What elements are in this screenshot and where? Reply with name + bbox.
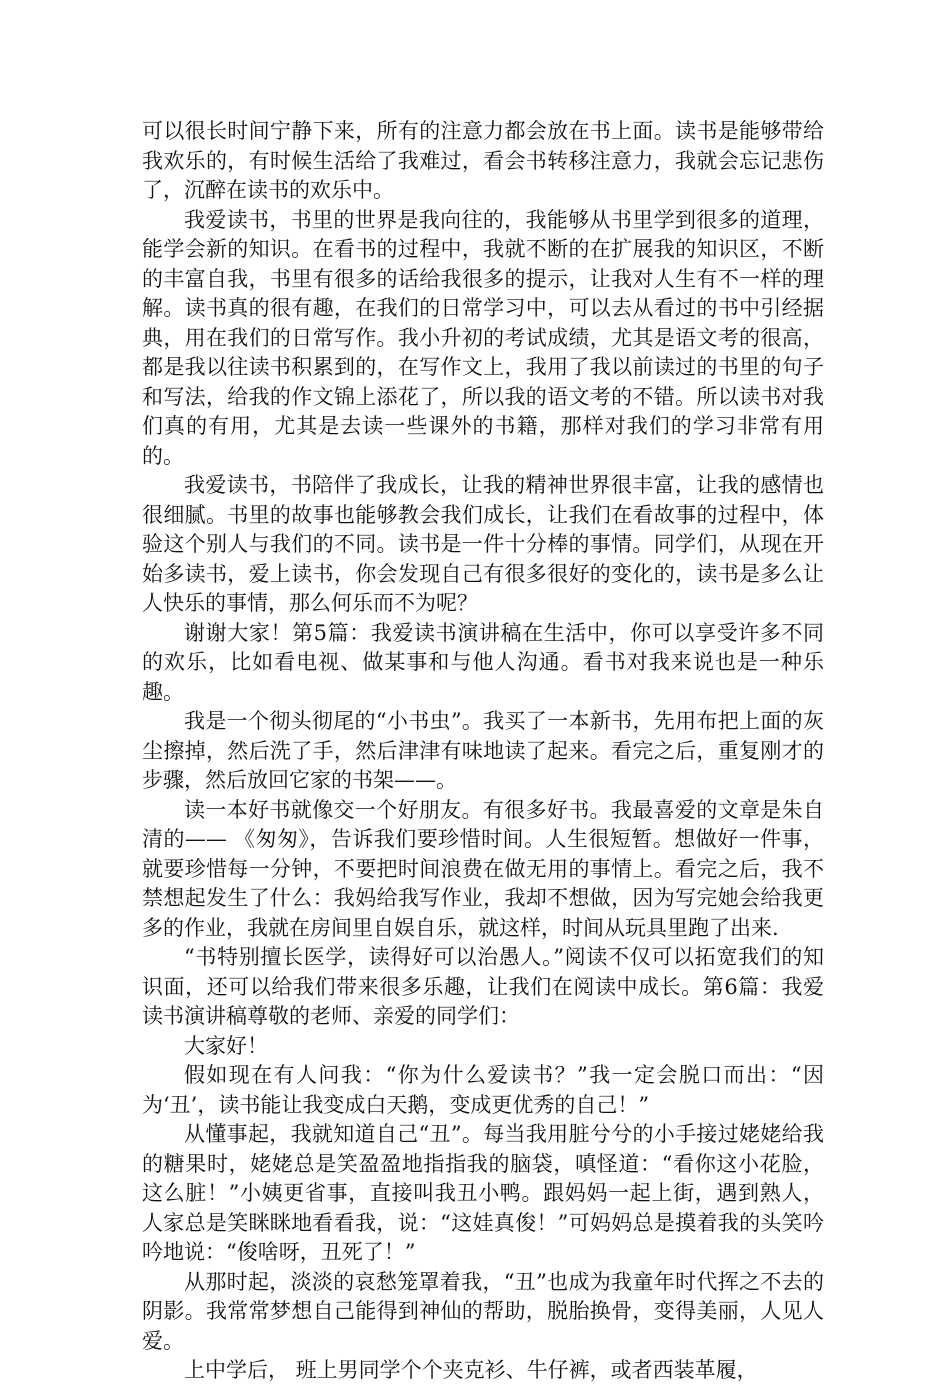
paragraph: 假如现在有人问我：“你为什么爱读书？”我一定会脱口而出：“因为‘丑’，读书能让我变成白天鹅，变成更优秀的自己！” <box>142 1063 824 1117</box>
paragraph: 上中学后， 班上男同学个个夹克衫、牛仔裤，或者西装革履， <box>184 1358 758 1382</box>
paragraph: 我是一个彻头彻尾的“小书虫”。我买了一本新书，先用布把上面的灰尘擦掉，然后洗了手，然后津津有味地读了起来。看完之后，重复刚才的步骤，然后放回它家的书架——。 <box>142 709 824 792</box>
paragraph: 谢谢大家！第5篇：我爱读书演讲稿在生活中，你可以享受许多不同的欢乐，比如看电视、做某事和与他人沟通。看书对我来说也是一种乐趣。 <box>142 620 824 704</box>
paragraph: 大家好！ <box>184 1033 268 1058</box>
paragraph: 从那时起，淡淡的哀愁笼罩着我，“丑”也成为我童年时代挥之不去的阴影。我常常梦想自己能得到神仙的帮助，脱胎换骨，变得美丽，人见人爱。 <box>142 1269 824 1353</box>
paragraph: 我爱读书，书里的世界是我向往的，我能够从书里学到很多的道理，能学会新的知识。在看书的过程中，我就不断的在扩展我的知识区，不断的丰富自我，书里有很多的话给我很多的提示，让我对人生有不一样的理解。读书真的很有趣，在我们的日常学习中，可以去从看过的书中引经据典，用在我们的日常写作。我小升初的考试成绩，尤其是语文考的很高，都是我以往读书积累到的，在写作文上，我用了我以前读过的书里的句子和写法，给我的作文锦上添花了，所以我的语文考的不错。所以读书对我们真的有用，尤其是去读一些课外的书籍，那样对我们的学习非常有用的。 <box>142 207 824 468</box>
paragraph: 可以很长时间宁静下来，所有的注意力都会放在书上面。读书是能够带给我欢乐的，有时候生活给了我难过，看会书转移注意力，我就会忘记悲伤了，沉醉在读书的欢乐中。 <box>142 119 824 202</box>
document-body <box>142 117 824 1386</box>
paragraph: 读一本好书就像交一个好朋友。有很多好书。我最喜爱的文章是朱自清的—— 《匆匆》，告诉我们要珍惜时间。人生很短暂。想做好一件事，就要珍惜每一分钟，不要把时间浪费在做无用的事情上。看完之后，我不禁想起发生了什么：我妈给我写作业，我却不想做，因为写完她会给我更多的作业，我就在房间里自娱自乐，就这样，时间从玩具里跑了出来. <box>142 797 824 940</box>
paragraph: 我爱读书，书陪伴了我成长，让我的精神世界很丰富，让我的感情也很细腻。书里的故事也能够教会我们成长，让我们在看故事的过程中，体验这个别人与我们的不同。读书是一件十分棒的事情。同学们，从现在开始多读书，爱上读书，你会发现自己有很多很好的变化的，读书是多么让人快乐的事情，那么何乐而不为呢？ <box>142 473 824 615</box>
paragraph: 从懂事起，我就知道自己“丑”。每当我用脏兮兮的小手接过姥姥给我的糖果时，姥姥总是笑盈盈地指指我的脑袋，嗔怪道：“看你这小花脸，这么脏！”小姨更省事，直接叫我丑小鸭。跟妈妈一起上街，遇到熟人，人家总是笑眯眯地看看我，说：“这娃真俊！”可妈妈总是摸着我的头笑吟吟地说：“俊啥呀，丑死了！” <box>142 1122 824 1264</box>
paragraph: “书特别擅长医学，读得好可以治愚人。”阅读不仅可以拓宽我们的知识面，还可以给我们带来很多乐趣，让我们在阅读中成长。第6篇：我爱读书演讲稿尊敬的老师、亲爱的同学们： <box>142 945 824 1028</box>
